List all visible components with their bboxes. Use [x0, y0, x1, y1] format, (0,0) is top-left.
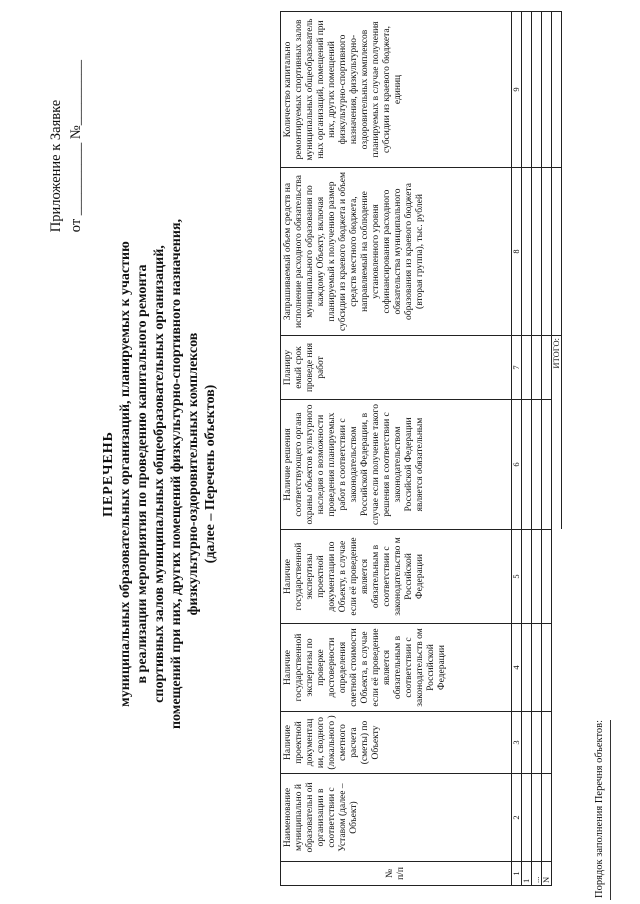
header-project-docs: Наличие проектной документац ии, сводного (локального ) сметного расчета (сметы) по Объекту	[281, 712, 512, 774]
table-row	[532, 12, 542, 886]
column-number: 1	[512, 862, 522, 886]
row-number: 1	[522, 862, 532, 886]
table-cell	[542, 336, 552, 400]
table-row	[542, 12, 552, 886]
table-cell	[542, 168, 552, 336]
column-number: 7	[512, 336, 522, 400]
header-heritage-decision: Наличие решения соответствующего органа охраны объектов культурного наследия о возможности проведения планируемых работ в соответствии с законодательством Российской Федерации, в случае если получение такого решения в соответствии с законодательством Российской Федерации является обязательным	[281, 400, 512, 530]
header-number: № п/п	[281, 862, 512, 886]
table-cell	[532, 168, 542, 336]
table-cell	[522, 400, 532, 530]
heading-line: помещений при них, других помещений физкультурно-спортивного назначения,	[169, 218, 184, 730]
heading-line: спортивных залов муниципальных общеобразовательных организаций,	[152, 245, 167, 703]
table-cell	[522, 624, 532, 712]
total-label: ИТОГО:	[552, 336, 562, 530]
divider	[610, 720, 611, 900]
row-number: ...	[532, 862, 542, 886]
table-cell	[542, 400, 552, 530]
appendix-title: Приложение к Заявке	[48, 99, 64, 233]
total-halls-cell	[552, 12, 562, 168]
total-spacer	[552, 530, 562, 886]
table-cell	[542, 774, 552, 862]
table-cell	[522, 530, 532, 624]
table-cell	[532, 712, 542, 774]
header-work-period: Планиру емый срок проведе ния работ	[281, 336, 512, 400]
total-row	[552, 12, 562, 886]
table-cell	[542, 624, 552, 712]
column-number: 9	[512, 12, 522, 168]
table-cell	[522, 712, 532, 774]
column-number: 4	[512, 624, 522, 712]
table-cell	[522, 336, 532, 400]
heading-line: (далее – Перечень объектов)	[203, 384, 218, 564]
table-cell	[532, 400, 542, 530]
appendix-date-number: от __________ №_________	[68, 60, 84, 233]
column-number: 8	[512, 168, 522, 336]
document-title: ПЕРЕЧЕНЬ	[101, 431, 116, 517]
document-heading	[100, 194, 219, 754]
heading-line: физкультурно-оздоровительных комплексов	[186, 332, 201, 616]
objects-table	[280, 11, 562, 886]
appendix-note	[46, 60, 86, 232]
column-number: 2	[512, 774, 522, 862]
table-cell	[542, 712, 552, 774]
heading-line: в реализации мероприятия по проведению капитального ремонта	[135, 264, 150, 684]
total-funds-cell	[552, 168, 562, 336]
table-cell	[532, 336, 542, 400]
table-row	[522, 12, 532, 886]
table-cell	[542, 12, 552, 168]
header-organization: Наименование муниципально й образовательн ой организации в соответствии с Уставом (далее – Объект)	[281, 774, 512, 862]
column-numbers-row	[512, 12, 522, 886]
header-cost-expertise: Наличие государственной экспертизы по проверке достоверности определения сметной стоимости Объекта, в случае если её проведение является обязательным в соответствии с законодательств ом Российской Федерации	[281, 624, 512, 712]
table-cell	[532, 12, 542, 168]
table-cell	[532, 774, 542, 862]
header-requested-funds: Запрашиваемый объем средств на исполнение расходного обязательства муниципального образования по каждому Объекту, включая планируемый к получению размер субсидии из краевого бюджета и объем средств местного бюджета, направляемый на соблюдение установленного уровня софинансирования расходного обязательства муниципального образования из краевого бюджета (вторая группа), тыс. рублей	[281, 168, 512, 336]
fill-procedure-note: Порядок заполнения Перечня объектов:	[594, 719, 605, 898]
table-cell	[522, 774, 532, 862]
heading-line: муниципальных образовательных организаций, планируемых к участию	[118, 241, 133, 707]
table-cell	[542, 530, 552, 624]
row-number: N	[542, 862, 552, 886]
header-halls-count: Количество капитально ремонтируемых спортивных залов муниципальных общеобразователь ных организаций, помещений при них, других помещений физкультурно-спортивного назначения, физкультурно-оздоровительных комплексов планируемых в случае получения субсидии из краевого бюджета, единиц	[281, 12, 512, 168]
table-cell	[532, 624, 542, 712]
table-cell	[522, 168, 532, 336]
header-project-expertise: Наличие государственной экспертизы проектной документации по Объекту, в случае если её проведение является обязательным в соответствии с законодательство м Российской Федерации	[281, 530, 512, 624]
column-number: 5	[512, 530, 522, 624]
column-number: 6	[512, 400, 522, 530]
table-cell	[522, 12, 532, 168]
column-number: 3	[512, 712, 522, 774]
table-cell	[532, 530, 542, 624]
